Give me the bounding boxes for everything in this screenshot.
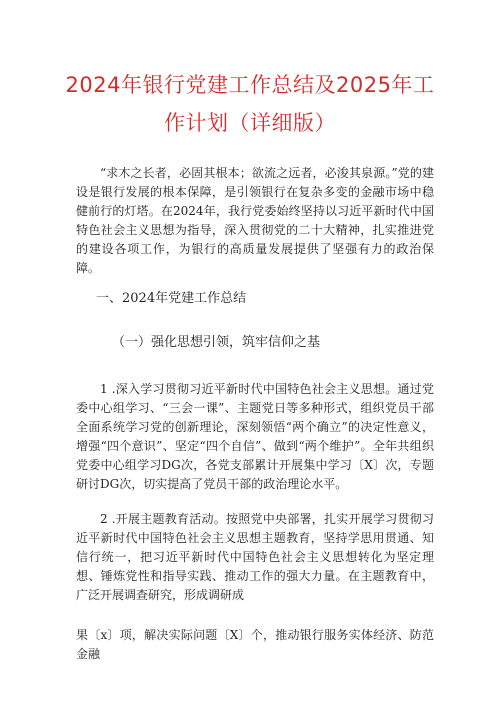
document-title-line-2: 作计划（详细版）	[164, 111, 336, 135]
document-title-line-1: 2024年银行党建工作总结及2025年工	[65, 73, 435, 97]
paragraph-item-1: 1 .深入学习贯彻习近平新时代中国特色社会主义思想。通过党委中心组学习、“三会一课”、主题党日等多种形式，组织党员干部全面系统学习党的创新理论，深刻领悟“两个确立”的决定性意义，增强“四个意识”、坚定“四个自信”、做到“两个维护”。全年共组织党委中心组学习DG次，各党支部累计开展集中学习〔X〕次，专题研讨DG次，切实提高了党员干部的政治理论水平。	[76, 382, 434, 491]
subsection-heading: （一）强化思想引领，筑牢信仰之基	[112, 335, 321, 350]
paragraph-item-2: 2 .开展主题教育活动。按照党中央部署，扎实开展学习贯彻习近平新时代中国特色社会主义思想主题教育，坚持学思用贯通、知信行统一，把习近平新时代中国特色社会主义思想转化为坚定理想、锤炼党性和指导实践、推动工作的强大力量。在主题教育中，广泛开展调查研究，形成调研成	[76, 512, 434, 602]
paragraph-item-2-continued: 果〔x〕项，解决实际问题〔X〕个，推动银行服务实体经济、防范金融	[76, 628, 434, 661]
section-heading: 一、2024年党建工作总结	[96, 291, 247, 306]
intro-paragraph: “求木之长者，必固其根本；欲流之远者，必浚其泉源。”党的建设是银行发展的根本保障，是引领银行在复杂多变的金融市场中稳健前行的灯塔。在2024年，我行党委始终坚持以习近平新时代中国特色社会主义思想为指导，深入贯彻党的二十大精神，扎实推进党的建设各项工作，为银行的高质量发展提供了坚强有力的政治保障。	[76, 166, 434, 275]
